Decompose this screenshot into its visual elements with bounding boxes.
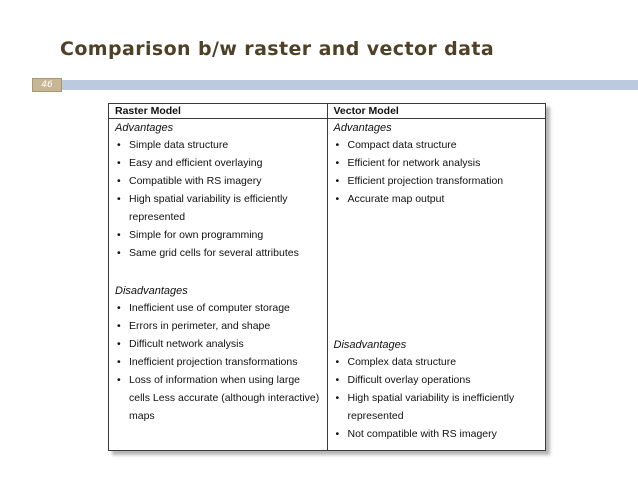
list-item: • Compatible with RS imagery [115,172,321,190]
list-item: • Inefficient projection transformations [115,353,321,371]
list-item: • Complex data structure [334,353,540,371]
vector-disadvantages-heading: Disadvantages [333,339,407,351]
raster-column [109,119,327,451]
list-item: • Simple for own programming [115,226,321,244]
list-item: • Efficient for network analysis [334,154,540,172]
list-item: • Inefficient use of computer storage [115,299,321,317]
raster-disadvantages-heading: Disadvantages [115,285,188,297]
list-item: • Same grid cells for several attributes [115,244,321,262]
slide-title: Comparison b/w raster and vector data [60,38,495,60]
list-item: • Difficult network analysis [115,335,321,353]
vector-model-header: Vector Model [327,104,545,119]
vector-advantages-heading: Advantages [333,122,392,134]
comparison-table [108,103,546,451]
list-item: • Compact data structure [334,136,540,154]
list-item: • Difficult overlay operations [334,371,540,389]
list-item: • Errors in perimeter, and shape [115,317,321,335]
vector-advantages-list [334,136,540,208]
raster-advantages-list [115,136,321,262]
list-item: • High spatial variability is efficiently represented [115,190,321,226]
raster-advantages-heading: Advantages [115,122,174,134]
list-item: • Not compatible with RS imagery [334,425,540,443]
vector-disadvantages-list [334,353,540,443]
list-item: • Easy and efficient overlaying [115,154,321,172]
list-item: • Simple data structure [115,136,321,154]
raster-disadvantages-list [115,299,321,425]
list-item: • High spatial variability is inefficiently represented [334,389,540,425]
vector-column [327,119,545,451]
title-underline-bar [62,80,638,90]
list-item: • Accurate map output [334,190,540,208]
list-item: • Loss of information when using large cells Less accurate (although interactive) maps [115,371,321,425]
page-number-badge: 46 [32,78,62,92]
raster-model-header: Raster Model [109,104,327,119]
list-item: • Efficient projection transformation [334,172,540,190]
